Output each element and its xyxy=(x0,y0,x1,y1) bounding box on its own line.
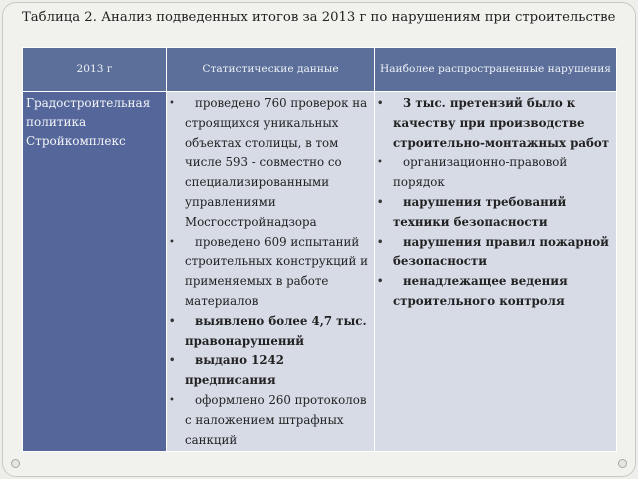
list-item: • ненадлежащее ведения строительного контроля xyxy=(377,272,612,312)
list-item: • 3 тыс. претензий было к качеству при производстве строительно-монтажных работ xyxy=(377,94,612,153)
list-item: • оформлено 260 протоколов с наложением штрафных санкций xyxy=(169,391,370,450)
header-violations: Наиболее распространенные нарушения xyxy=(375,48,617,92)
header-statistics: Статистические данные xyxy=(167,48,375,92)
list-item: • нарушения правил пожарной безопасности xyxy=(377,233,612,273)
header-year: 2013 г xyxy=(23,48,167,92)
row-label: Градостроительная политика Стройкомплекс xyxy=(23,92,167,452)
table-row xyxy=(23,92,617,452)
list-item: • организационно-правовой порядок xyxy=(377,153,612,193)
table-header-row xyxy=(23,48,617,92)
list-item: • проведено 760 проверок на строящихся уникальных объектах столицы, в том числе 593 - совместно со специализированными управлениями Мосгосстройнадзора xyxy=(169,94,370,233)
violations-table xyxy=(22,47,617,452)
slide-title: Таблица 2. Анализ подведенных итогов за 2013 г по нарушениям при строительстве xyxy=(22,10,616,25)
corner-pin-icon xyxy=(618,459,627,468)
list-item: • проведено 609 испытаний строительных конструкций и применяемых в работе материалов xyxy=(169,233,370,312)
statistics-cell xyxy=(167,92,375,452)
list-item: • выдано 1242 предписания xyxy=(169,351,370,391)
corner-pin-icon xyxy=(11,459,20,468)
list-item: • выявлено более 4,7 тыс. правонарушений xyxy=(169,312,370,352)
violations-cell xyxy=(375,92,617,452)
list-item: • нарушения требований техники безопасности xyxy=(377,193,612,233)
